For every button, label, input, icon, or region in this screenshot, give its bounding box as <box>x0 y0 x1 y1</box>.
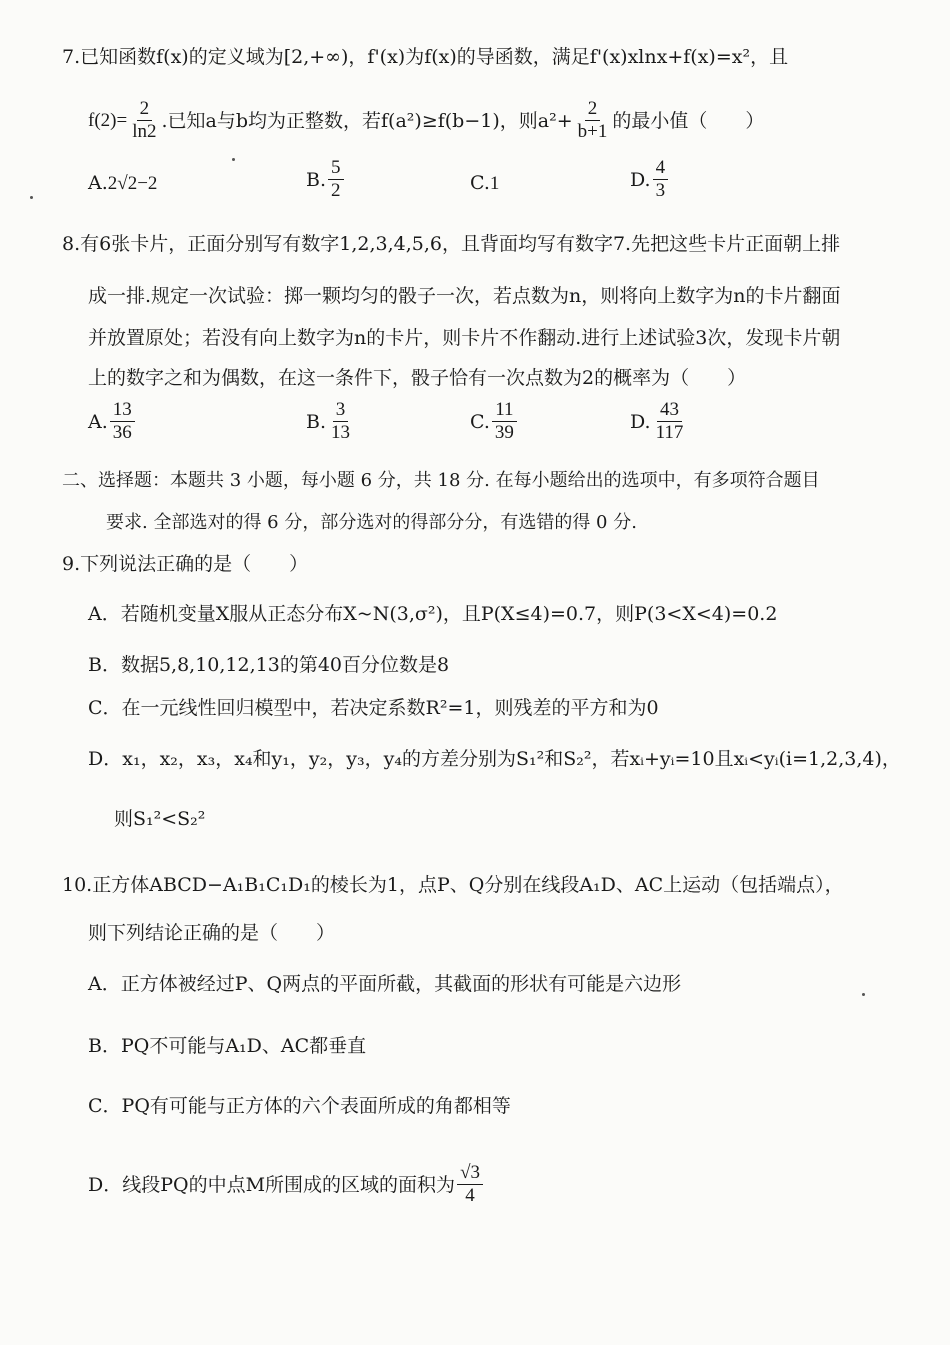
q7-frac1-den: ln2 <box>132 121 157 143</box>
q8-option-c-label: C. <box>470 410 490 433</box>
q8-stem-line2: 成一排.规定一次试验：掷一颗均匀的骰子一次，若点数为n，则将向上数字为n的卡片翻面 <box>88 285 841 307</box>
q10-option-c: C．PQ有可能与正方体的六个表面所成的角都相等 <box>88 1095 511 1117</box>
q10-option-a: A．正方体被经过P、Q两点的平面所截，其截面的形状有可能是六边形 <box>88 973 682 995</box>
q10-option-d-den: 4 <box>465 1185 475 1207</box>
q7-f2-label: f(2)= <box>88 109 128 131</box>
q10-stem-line2: 则下列结论正确的是（ ） <box>88 922 336 944</box>
q7-option-a <box>88 172 157 195</box>
q9-option-d: D．x₁，x₂，x₃，x₄和y₁，y₂，y₃，y₄的方差分别为S₁²和S₂²，若xᵢ+yᵢ=10且xᵢ<yᵢ(i=1,2,3,4)， <box>88 748 901 770</box>
q7-line1 <box>62 46 788 69</box>
q9-option-d-conclusion: 则S₁²<S₂² <box>114 808 206 830</box>
q7-frac2-num: 2 <box>585 99 601 121</box>
q8-option-d-label: D. <box>630 410 651 433</box>
q9-option-c: C．在一元线性回归模型中，若决定系数R²=1，则残差的平方和为0 <box>88 697 659 719</box>
q8-option-c-num: 11 <box>492 400 516 422</box>
q7-option-d-num: 4 <box>653 158 669 180</box>
q7-option-d <box>630 158 670 202</box>
q8-option-a-label: A. <box>88 410 108 433</box>
q7-stem-mid: .已知a与b均为正整数，若f(a²)≥f(b−1)，则a²+ <box>161 109 573 132</box>
q10-option-d-text: D．线段PQ的中点M所围成的区域的面积为 <box>88 1173 456 1196</box>
q7-option-d-label: D. <box>630 168 651 191</box>
q7-option-b-num: 5 <box>328 158 344 180</box>
section2-line2: 要求. 全部选对的得 6 分，部分选对的得部分分，有选错的得 0 分. <box>106 512 637 533</box>
q8-number: 8. <box>62 233 81 255</box>
q8-option-a-frac <box>110 400 135 444</box>
q7-option-a-value: 2√2−2 <box>107 173 158 194</box>
q7-option-c-label: C. <box>470 172 490 194</box>
q8-option-b <box>306 400 355 444</box>
q8-option-c-frac <box>492 400 517 444</box>
q7-option-c <box>470 172 499 195</box>
q7-option-b-den: 2 <box>331 179 341 201</box>
q8-option-a-num: 13 <box>110 400 135 422</box>
q8-option-a <box>88 400 137 444</box>
q7-option-c-value: 1 <box>489 173 500 194</box>
q8-options <box>0 400 950 460</box>
q10-option-d <box>88 1156 485 1214</box>
q7-option-b-label: B. <box>306 168 327 191</box>
q9-option-a: A．若随机变量X服从正态分布X~N(3,σ²)，且P(X≤4)=0.7，则P(3<X<4)=0.2 <box>88 603 778 625</box>
q8-option-b-num: 3 <box>333 400 349 422</box>
q7-options <box>0 158 950 218</box>
q8-stem-line3: 并放置原处；若没有向上数字为n的卡片，则卡片不作翻动.进行上述试验3次，发现卡片朝 <box>88 327 841 349</box>
q7-stem-post: 的最小值（ ） <box>612 109 765 132</box>
q10-option-d-num: √3 <box>457 1163 483 1185</box>
q7-option-a-label: A. <box>88 172 108 194</box>
scan-speck <box>232 158 235 161</box>
q8-stem-line1: 有6张卡片，正面分别写有数字1,2,3,4,5,6，且背面均写有数字7.先把这些卡片正面朝上排 <box>80 233 841 255</box>
q8-line1 <box>62 233 840 256</box>
q8-stem-line4: 上的数字之和为偶数，在这一条件下，骰子恰有一次点数为2的概率为（ ） <box>88 367 747 389</box>
q7-option-b-frac <box>328 158 344 202</box>
q8-option-d-frac <box>653 400 687 444</box>
scan-speck <box>30 196 33 199</box>
q7-number: 7. <box>62 46 81 68</box>
q8-option-b-den: 13 <box>331 421 351 443</box>
q10-stem-line1: 10.正方体ABCD−A₁B₁C₁D₁的棱长为1，点P、Q分别在线段A₁D、AC上运动（包括端点）， <box>62 874 844 896</box>
q7-option-d-frac <box>653 158 669 202</box>
q8-option-d <box>630 400 688 444</box>
q8-option-c <box>470 400 519 444</box>
q8-option-d-num: 43 <box>657 400 682 422</box>
scan-speck <box>862 993 865 996</box>
q7-line2 <box>88 96 764 146</box>
q8-option-c-den: 39 <box>494 421 514 443</box>
q7-frac2-den: b+1 <box>577 121 608 143</box>
q8-option-d-den: 117 <box>655 421 684 443</box>
q8-option-b-frac <box>328 400 353 444</box>
q7-option-b <box>306 158 346 202</box>
q7-option-d-den: 3 <box>655 179 666 201</box>
section2-line1: 二、选择题：本题共 3 小题，每小题 6 分，共 18 分. 在每小题给出的选项中，有多项符合题目 <box>62 470 820 491</box>
q8-option-b-label: B. <box>306 410 327 433</box>
q7-frac-2-over-ln2 <box>129 99 159 143</box>
q7-frac1-num: 2 <box>137 99 153 121</box>
q8-option-a-den: 36 <box>112 421 132 443</box>
q7-stem-line1: 已知函数f(x)的定义域为[2,+∞)，f'(x)为f(x)的导函数，满足f'(x)xlnx+f(x)=x²，且 <box>80 46 789 68</box>
q9-stem: 9.下列说法正确的是（ ） <box>62 553 309 575</box>
q9-option-b: B．数据5,8,10,12,13的第40百分位数是8 <box>88 654 450 676</box>
q7-frac-2-over-b1 <box>575 99 611 143</box>
q10-option-b: B．PQ不可能与A₁D、AC都垂直 <box>88 1035 367 1057</box>
q10-option-d-frac <box>457 1163 483 1207</box>
